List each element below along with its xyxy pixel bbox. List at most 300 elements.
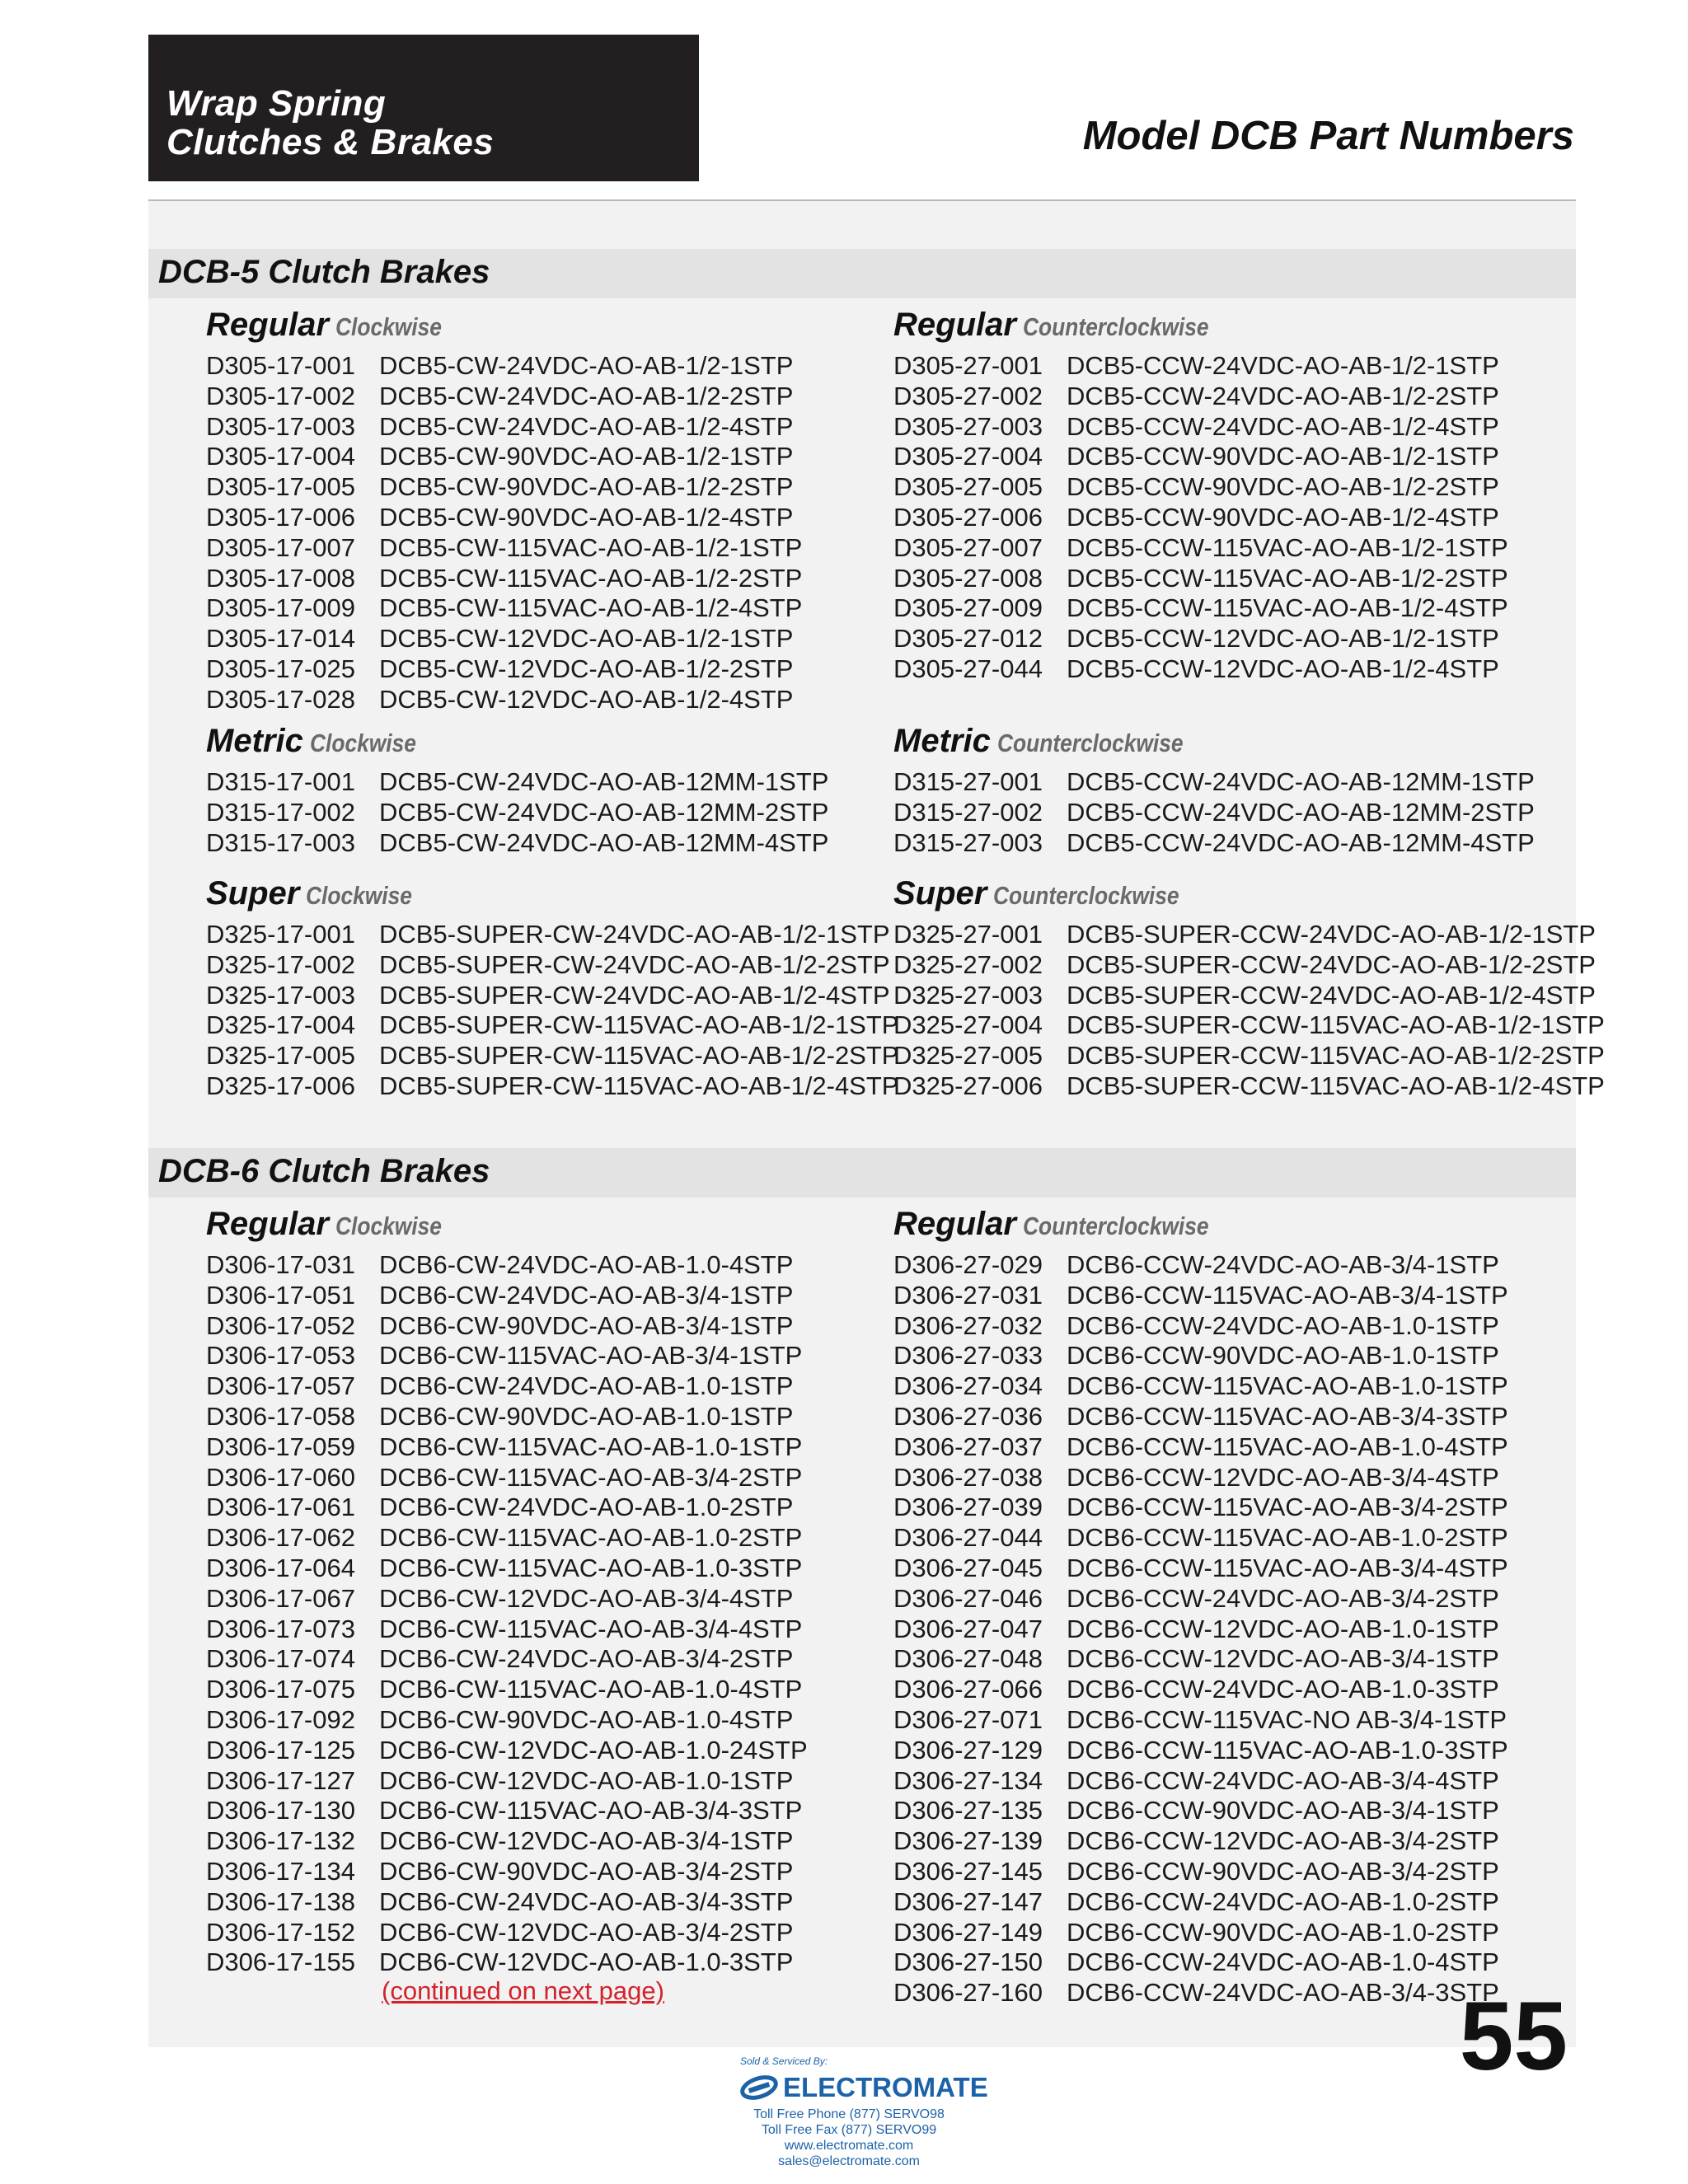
part-row	[893, 1615, 1508, 1645]
group-heading	[206, 1206, 808, 1250]
part-number: D305-27-007	[893, 532, 1043, 562]
part-number: D325-17-004	[206, 1010, 355, 1040]
part-number: D306-17-092	[206, 1704, 355, 1734]
group-direction: Clockwise	[335, 312, 442, 341]
model-code: DCB6-CCW-12VDC-AO-AB-3/4-4STP	[1067, 1462, 1499, 1492]
part-number: D305-27-001	[893, 351, 1043, 380]
model-code: DCB6-CCW-115VAC-AO-AB-1.0-3STP	[1067, 1735, 1508, 1765]
part-number: D306-17-061	[206, 1493, 355, 1522]
model-code: DCB6-CCW-90VDC-AO-AB-1.0-2STP	[1067, 1917, 1499, 1947]
part-number: D315-27-003	[893, 827, 1043, 857]
section-title: DCB-6 Clutch Brakes	[158, 1153, 490, 1189]
part-row	[206, 472, 802, 503]
model-code: DCB5-CCW-115VAC-AO-AB-1/2-1STP	[1067, 532, 1508, 562]
model-code: DCB6-CCW-90VDC-AO-AB-3/4-2STP	[1067, 1856, 1499, 1886]
model-code: DCB6-CCW-115VAC-AO-AB-3/4-4STP	[1067, 1553, 1508, 1582]
group-dcb6-regular-cw	[206, 1206, 808, 1978]
group-heading	[206, 723, 828, 767]
model-code: DCB5-SUPER-CCW-115VAC-AO-AB-1/2-1STP	[1067, 1010, 1605, 1040]
model-code: DCB6-CW-90VDC-AO-AB-3/4-2STP	[379, 1856, 794, 1886]
model-code: DCB5-CCW-90VDC-AO-AB-1/2-1STP	[1067, 442, 1499, 471]
part-number: D325-27-006	[893, 1071, 1043, 1100]
part-row	[206, 1402, 808, 1432]
model-code: DCB5-CW-115VAC-AO-AB-1/2-2STP	[379, 563, 803, 593]
model-code: DCB5-CCW-24VDC-AO-AB-1/2-4STP	[1067, 411, 1499, 441]
part-row	[206, 1554, 808, 1584]
model-code: DCB5-SUPER-CW-115VAC-AO-AB-1/2-2STP	[379, 1041, 899, 1071]
model-code: DCB6-CCW-12VDC-AO-AB-1.0-1STP	[1067, 1614, 1499, 1643]
part-row	[206, 533, 802, 564]
model-code: DCB5-CCW-24VDC-AO-AB-12MM-4STP	[1067, 827, 1535, 857]
part-row	[206, 1341, 808, 1371]
part-row	[206, 1432, 808, 1463]
electromate-logo	[740, 2072, 988, 2105]
model-code: DCB6-CCW-115VAC-AO-AB-3/4-3STP	[1067, 1401, 1508, 1431]
part-row	[206, 828, 828, 859]
model-code: DCB5-SUPER-CCW-115VAC-AO-AB-1/2-4STP	[1067, 1071, 1605, 1100]
part-number: D306-17-060	[206, 1462, 355, 1492]
group-direction: Clockwise	[335, 1212, 442, 1240]
part-number: D305-17-001	[206, 351, 355, 380]
part-row	[893, 1584, 1508, 1615]
part-row	[893, 1887, 1508, 1918]
part-number: D306-17-031	[206, 1250, 355, 1279]
part-number: D306-27-031	[893, 1280, 1043, 1310]
group-heading	[893, 723, 1535, 767]
group-name: Regular	[893, 307, 1016, 343]
model-code: DCB5-CCW-24VDC-AO-AB-1/2-1STP	[1067, 351, 1499, 380]
part-row	[893, 1675, 1508, 1705]
part-number: D315-27-002	[893, 797, 1043, 827]
part-row	[206, 1371, 808, 1402]
part-number: D306-27-139	[893, 1826, 1043, 1856]
model-code: DCB6-CCW-115VAC-NO AB-3/4-1STP	[1067, 1704, 1507, 1734]
part-row	[206, 1705, 808, 1736]
model-code: DCB5-CCW-24VDC-AO-AB-12MM-1STP	[1067, 767, 1535, 796]
part-row	[206, 1796, 808, 1826]
model-code: DCB6-CW-90VDC-AO-AB-3/4-1STP	[379, 1310, 794, 1340]
model-code: DCB6-CCW-24VDC-AO-AB-3/4-4STP	[1067, 1765, 1499, 1795]
model-code: DCB5-CW-115VAC-AO-AB-1/2-1STP	[379, 532, 803, 562]
model-code: DCB6-CCW-24VDC-AO-AB-1.0-1STP	[1067, 1310, 1499, 1340]
group-direction: Counterclockwise	[993, 881, 1179, 910]
part-row	[206, 654, 802, 685]
group-name: Super	[893, 875, 987, 912]
part-number: D325-17-005	[206, 1041, 355, 1071]
model-code: DCB5-SUPER-CW-24VDC-AO-AB-1/2-2STP	[379, 949, 890, 979]
part-row	[893, 950, 1605, 981]
part-number: D306-27-045	[893, 1553, 1043, 1582]
part-row	[893, 1071, 1605, 1102]
part-row	[893, 1041, 1605, 1071]
model-code: DCB5-CW-90VDC-AO-AB-1/2-2STP	[379, 472, 794, 502]
model-code: DCB6-CW-90VDC-AO-AB-1.0-4STP	[379, 1704, 794, 1734]
model-code: DCB6-CCW-24VDC-AO-AB-1.0-2STP	[1067, 1886, 1499, 1916]
part-number: D305-27-004	[893, 442, 1043, 471]
model-code: DCB6-CW-24VDC-AO-AB-1.0-2STP	[379, 1493, 794, 1522]
part-number: D306-17-067	[206, 1583, 355, 1613]
part-row	[206, 412, 802, 443]
part-row	[206, 950, 898, 981]
part-row	[206, 564, 802, 594]
model-code: DCB6-CW-12VDC-AO-AB-3/4-2STP	[379, 1917, 794, 1947]
part-row	[893, 1311, 1508, 1342]
part-number: D305-27-005	[893, 472, 1043, 502]
part-number: D305-17-025	[206, 654, 355, 683]
part-row	[893, 351, 1508, 382]
part-number: D306-27-066	[893, 1675, 1043, 1704]
model-code: DCB6-CW-12VDC-AO-AB-1.0-24STP	[379, 1735, 808, 1765]
footer-web[interactable]: www.electromate.com	[784, 2139, 914, 2153]
continued-link[interactable]: (continued on next page)	[382, 1976, 664, 2005]
part-row	[893, 1978, 1508, 2008]
part-row	[206, 798, 828, 828]
part-number: D305-17-007	[206, 532, 355, 562]
model-code: DCB5-CCW-12VDC-AO-AB-1/2-4STP	[1067, 654, 1499, 683]
part-row	[893, 564, 1508, 594]
part-row	[893, 1402, 1508, 1432]
model-code: DCB6-CCW-90VDC-AO-AB-3/4-1STP	[1067, 1796, 1499, 1825]
part-number: D306-17-057	[206, 1371, 355, 1401]
model-code: DCB5-CW-24VDC-AO-AB-12MM-1STP	[379, 767, 829, 796]
part-row	[206, 503, 802, 533]
part-number: D306-27-149	[893, 1917, 1043, 1947]
part-row	[893, 1371, 1508, 1402]
part-row	[893, 624, 1508, 654]
model-code: DCB5-CW-115VAC-AO-AB-1/2-4STP	[379, 593, 803, 623]
part-number: D325-27-005	[893, 1041, 1043, 1071]
section-bar-dcb5	[148, 249, 1576, 298]
model-code: DCB6-CCW-24VDC-AO-AB-3/4-1STP	[1067, 1250, 1499, 1279]
part-number: D306-27-033	[893, 1341, 1043, 1371]
part-row	[206, 767, 828, 798]
part-number: D305-17-006	[206, 502, 355, 532]
part-row	[206, 624, 802, 654]
model-code: DCB5-SUPER-CCW-24VDC-AO-AB-1/2-1STP	[1067, 920, 1596, 949]
part-row	[206, 382, 802, 412]
part-number: D306-17-064	[206, 1553, 355, 1582]
model-code: DCB6-CCW-90VDC-AO-AB-1.0-1STP	[1067, 1341, 1499, 1371]
part-row	[893, 1736, 1508, 1766]
part-number: D325-17-006	[206, 1071, 355, 1100]
group-heading	[206, 307, 802, 351]
part-row	[206, 1281, 808, 1311]
part-number: D325-27-003	[893, 980, 1043, 1010]
part-number: D306-27-037	[893, 1432, 1043, 1461]
part-number: D305-27-044	[893, 654, 1043, 683]
part-number: D306-17-074	[206, 1644, 355, 1674]
model-code: DCB6-CW-115VAC-AO-AB-1.0-1STP	[379, 1432, 803, 1461]
group-name: Regular	[206, 307, 329, 343]
model-code: DCB6-CCW-115VAC-AO-AB-3/4-2STP	[1067, 1493, 1508, 1522]
part-number: D306-17-051	[206, 1280, 355, 1310]
part-row	[206, 1826, 808, 1857]
part-number: D305-17-005	[206, 472, 355, 502]
group-name: Regular	[206, 1206, 329, 1242]
part-number: D305-17-004	[206, 442, 355, 471]
part-number: D306-27-046	[893, 1583, 1043, 1613]
part-number: D306-27-047	[893, 1614, 1043, 1643]
model-code: DCB5-CCW-90VDC-AO-AB-1/2-4STP	[1067, 502, 1499, 532]
group-dcb6-regular-ccw	[893, 1206, 1508, 2008]
model-code: DCB5-CW-24VDC-AO-AB-1/2-1STP	[379, 351, 794, 380]
part-number: D325-27-001	[893, 920, 1043, 949]
group-heading	[893, 1206, 1508, 1250]
model-code: DCB5-CW-12VDC-AO-AB-1/2-1STP	[379, 624, 794, 654]
part-row	[206, 351, 802, 382]
model-code: DCB6-CCW-12VDC-AO-AB-3/4-2STP	[1067, 1826, 1499, 1856]
part-number: D315-27-001	[893, 767, 1043, 796]
part-row	[893, 1523, 1508, 1554]
model-code: DCB6-CCW-24VDC-AO-AB-3/4-2STP	[1067, 1583, 1499, 1613]
part-row	[893, 1705, 1508, 1736]
part-number: D305-17-009	[206, 593, 355, 623]
part-number: D306-17-127	[206, 1765, 355, 1795]
model-code: DCB6-CCW-24VDC-AO-AB-1.0-4STP	[1067, 1947, 1499, 1977]
model-code: DCB5-SUPER-CW-115VAC-AO-AB-1/2-4STP	[379, 1071, 899, 1100]
model-code: DCB6-CW-115VAC-AO-AB-3/4-1STP	[379, 1341, 803, 1371]
part-row	[893, 472, 1508, 503]
section-bar-dcb6	[148, 1148, 1576, 1197]
group-dcb5-super-ccw	[893, 875, 1605, 1102]
part-number: D306-17-052	[206, 1310, 355, 1340]
part-row	[893, 1493, 1508, 1523]
part-number: D306-17-152	[206, 1917, 355, 1947]
part-row	[206, 442, 802, 472]
group-name: Super	[206, 875, 300, 912]
model-code: DCB5-CW-24VDC-AO-AB-1/2-4STP	[379, 411, 794, 441]
footer-fax: Toll Free Fax (877) SERVO99	[761, 2123, 937, 2137]
part-number: D306-17-058	[206, 1401, 355, 1431]
model-code: DCB6-CW-115VAC-AO-AB-3/4-3STP	[379, 1796, 803, 1825]
group-heading	[893, 307, 1508, 351]
part-number: D306-17-134	[206, 1856, 355, 1886]
part-number: D306-17-132	[206, 1826, 355, 1856]
header-banner	[148, 35, 699, 181]
model-code: DCB5-SUPER-CW-115VAC-AO-AB-1/2-1STP	[379, 1010, 899, 1040]
part-row	[893, 1766, 1508, 1797]
part-number: D306-17-075	[206, 1675, 355, 1704]
model-code: DCB6-CW-24VDC-AO-AB-3/4-3STP	[379, 1886, 794, 1916]
part-row	[206, 1615, 808, 1645]
part-row	[893, 1826, 1508, 1857]
model-code: DCB5-SUPER-CW-24VDC-AO-AB-1/2-4STP	[379, 980, 890, 1010]
part-number: D306-17-125	[206, 1735, 355, 1765]
part-row	[206, 1584, 808, 1615]
model-code: DCB5-CW-90VDC-AO-AB-1/2-4STP	[379, 502, 794, 532]
part-number: D325-27-002	[893, 949, 1043, 979]
model-code: DCB6-CW-115VAC-AO-AB-3/4-2STP	[379, 1462, 803, 1492]
part-row	[893, 412, 1508, 443]
part-number: D306-27-147	[893, 1886, 1043, 1916]
part-row	[893, 1918, 1508, 1948]
model-code: DCB5-CCW-115VAC-AO-AB-1/2-4STP	[1067, 593, 1508, 623]
model-code: DCB6-CW-115VAC-AO-AB-1.0-4STP	[379, 1675, 803, 1704]
model-code: DCB6-CW-115VAC-AO-AB-1.0-3STP	[379, 1553, 803, 1582]
part-row	[893, 828, 1535, 859]
part-row	[206, 1493, 808, 1523]
model-code: DCB5-CW-12VDC-AO-AB-1/2-2STP	[379, 654, 794, 683]
group-dcb5-metric-ccw	[893, 723, 1535, 858]
part-number: D305-27-009	[893, 593, 1043, 623]
part-number: D306-17-155	[206, 1947, 355, 1977]
model-code: DCB6-CW-24VDC-AO-AB-3/4-1STP	[379, 1280, 794, 1310]
part-row	[206, 1887, 808, 1918]
part-row	[893, 654, 1508, 685]
part-number: D306-27-039	[893, 1493, 1043, 1522]
footer-email[interactable]: sales@electromate.com	[778, 2154, 920, 2168]
part-number: D306-27-038	[893, 1462, 1043, 1492]
part-number: D306-27-150	[893, 1947, 1043, 1977]
part-number: D305-17-014	[206, 624, 355, 654]
part-row	[893, 1554, 1508, 1584]
model-code: DCB6-CW-115VAC-AO-AB-3/4-4STP	[379, 1614, 803, 1643]
part-number: D315-17-001	[206, 767, 355, 796]
part-row	[893, 533, 1508, 564]
part-row	[206, 1071, 898, 1102]
model-code: DCB5-CW-90VDC-AO-AB-1/2-1STP	[379, 442, 794, 471]
model-code: DCB6-CW-12VDC-AO-AB-3/4-1STP	[379, 1826, 794, 1856]
part-row	[206, 1675, 808, 1705]
model-code: DCB6-CW-115VAC-AO-AB-1.0-2STP	[379, 1523, 803, 1553]
part-number: D315-17-002	[206, 797, 355, 827]
part-row	[206, 1644, 808, 1675]
part-row	[206, 1918, 808, 1948]
part-row	[893, 767, 1535, 798]
part-row	[206, 593, 802, 624]
part-number: D305-27-006	[893, 502, 1043, 532]
model-code: DCB5-SUPER-CW-24VDC-AO-AB-1/2-1STP	[379, 920, 890, 949]
part-number: D306-27-145	[893, 1856, 1043, 1886]
part-number: D306-27-048	[893, 1644, 1043, 1674]
model-code: DCB5-SUPER-CCW-24VDC-AO-AB-1/2-2STP	[1067, 949, 1596, 979]
part-row	[893, 1947, 1508, 1978]
part-number: D325-17-002	[206, 949, 355, 979]
part-number: D306-27-034	[893, 1371, 1043, 1401]
model-code: DCB5-CW-12VDC-AO-AB-1/2-4STP	[379, 684, 794, 714]
part-number: D305-17-028	[206, 684, 355, 714]
part-number: D306-27-044	[893, 1523, 1043, 1553]
model-code: DCB6-CCW-24VDC-AO-AB-1.0-3STP	[1067, 1675, 1499, 1704]
part-row	[206, 1523, 808, 1554]
part-row	[893, 1463, 1508, 1493]
sold-by-label: Sold & Serviced By:	[740, 2055, 828, 2067]
group-direction: Clockwise	[306, 881, 413, 910]
part-number: D306-27-029	[893, 1250, 1043, 1279]
part-number: D305-17-002	[206, 381, 355, 410]
footer-phone: Toll Free Phone (877) SERVO98	[753, 2107, 945, 2121]
group-name: Metric	[893, 723, 991, 759]
part-row	[206, 685, 802, 715]
banner-line-2: Clutches & Brakes	[166, 122, 495, 162]
part-row	[893, 981, 1605, 1011]
part-number: D306-27-032	[893, 1310, 1043, 1340]
model-code: DCB6-CCW-12VDC-AO-AB-3/4-1STP	[1067, 1644, 1499, 1674]
part-row	[893, 503, 1508, 533]
model-code: DCB5-CW-24VDC-AO-AB-12MM-4STP	[379, 827, 829, 857]
part-number: D306-17-073	[206, 1614, 355, 1643]
part-number: D306-17-130	[206, 1796, 355, 1825]
group-heading	[206, 875, 898, 920]
part-number: D305-17-003	[206, 411, 355, 441]
group-name: Regular	[893, 1206, 1016, 1242]
electromate-swoosh-icon	[740, 2075, 778, 2100]
part-number: D315-17-003	[206, 827, 355, 857]
part-number: D305-27-008	[893, 563, 1043, 593]
part-row	[893, 1796, 1508, 1826]
part-number: D325-17-001	[206, 920, 355, 949]
part-row	[206, 1311, 808, 1342]
part-row	[206, 1250, 808, 1281]
group-dcb5-regular-ccw	[893, 307, 1508, 685]
part-number: D306-27-071	[893, 1704, 1043, 1734]
model-code: DCB6-CW-12VDC-AO-AB-3/4-4STP	[379, 1583, 794, 1613]
model-code: DCB5-SUPER-CCW-24VDC-AO-AB-1/2-4STP	[1067, 980, 1596, 1010]
part-row	[206, 1947, 808, 1978]
group-dcb5-regular-cw	[206, 307, 802, 715]
model-code: DCB5-CCW-115VAC-AO-AB-1/2-2STP	[1067, 563, 1508, 593]
model-code: DCB5-CW-24VDC-AO-AB-1/2-2STP	[379, 381, 794, 410]
group-direction: Counterclockwise	[996, 729, 1184, 757]
part-row	[893, 1857, 1508, 1887]
part-row	[893, 1644, 1508, 1675]
part-row	[206, 1041, 898, 1071]
part-row	[206, 1463, 808, 1493]
model-code: DCB6-CW-24VDC-AO-AB-1.0-1STP	[379, 1371, 794, 1401]
page-title: Model DCB Part Numbers	[1082, 114, 1574, 158]
model-code: DCB5-CW-24VDC-AO-AB-12MM-2STP	[379, 797, 829, 827]
part-number: D325-17-003	[206, 980, 355, 1010]
model-code: DCB6-CCW-115VAC-AO-AB-1.0-1STP	[1067, 1371, 1508, 1401]
part-row	[206, 1736, 808, 1766]
model-code: DCB6-CCW-24VDC-AO-AB-3/4-3STP	[1067, 1978, 1499, 2008]
part-row	[893, 442, 1508, 472]
part-number: D306-27-134	[893, 1765, 1043, 1795]
part-row	[893, 1250, 1508, 1281]
part-row	[893, 1432, 1508, 1463]
group-direction: Counterclockwise	[1022, 312, 1209, 341]
part-row	[206, 1010, 898, 1041]
part-number: D306-27-135	[893, 1796, 1043, 1825]
part-row	[893, 1010, 1605, 1041]
part-number: D306-27-129	[893, 1735, 1043, 1765]
group-name: Metric	[206, 723, 303, 759]
model-code: DCB6-CCW-115VAC-AO-AB-1.0-2STP	[1067, 1523, 1508, 1553]
page-number: 55	[1459, 1982, 1568, 2091]
part-row	[893, 382, 1508, 412]
part-number: D306-27-036	[893, 1401, 1043, 1431]
part-row	[893, 1281, 1508, 1311]
part-row	[893, 920, 1605, 950]
model-code: DCB6-CW-12VDC-AO-AB-1.0-1STP	[379, 1765, 794, 1795]
group-dcb5-super-cw	[206, 875, 898, 1102]
model-code: DCB6-CCW-115VAC-AO-AB-3/4-1STP	[1067, 1280, 1508, 1310]
model-code: DCB5-CCW-90VDC-AO-AB-1/2-2STP	[1067, 472, 1499, 502]
brand-name: ELECTROMATE	[783, 2072, 988, 2102]
part-number: D305-27-003	[893, 411, 1043, 441]
section-title: DCB-5 Clutch Brakes	[158, 254, 490, 290]
part-row	[893, 798, 1535, 828]
banner-line-1: Wrap Spring	[166, 83, 387, 124]
model-code: DCB5-CCW-24VDC-AO-AB-12MM-2STP	[1067, 797, 1535, 827]
part-number: D306-17-053	[206, 1341, 355, 1371]
part-number: D306-27-160	[893, 1978, 1043, 2008]
part-row	[206, 1766, 808, 1797]
part-number: D306-17-062	[206, 1523, 355, 1553]
group-heading	[893, 875, 1605, 920]
part-row	[206, 920, 898, 950]
model-code: DCB6-CW-12VDC-AO-AB-1.0-3STP	[379, 1947, 794, 1977]
